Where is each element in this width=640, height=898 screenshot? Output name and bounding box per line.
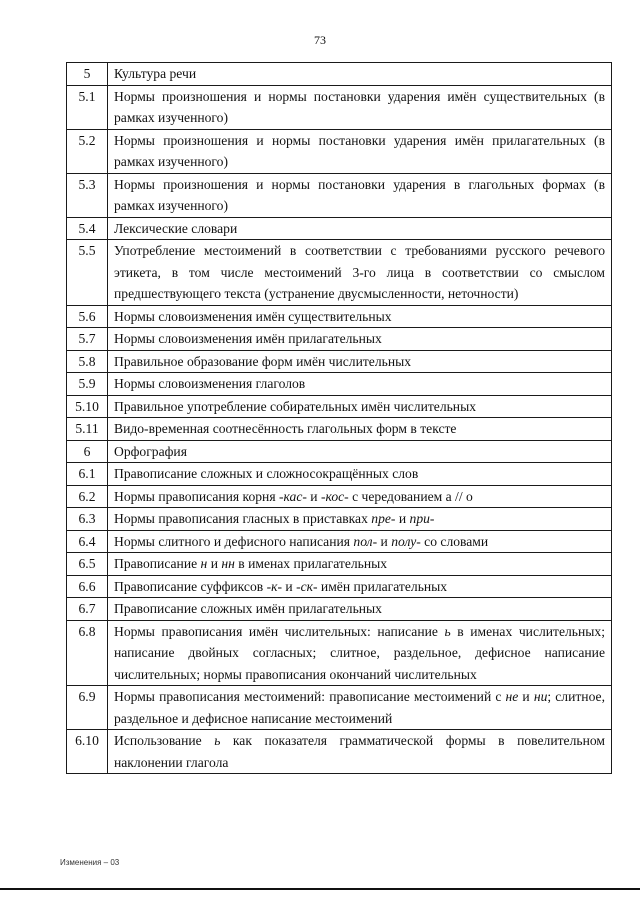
table-row bbox=[67, 440, 612, 463]
table-row bbox=[67, 240, 612, 306]
section-title: Правописание суффиксов -к- и -ск- имён прилагательных bbox=[108, 575, 612, 598]
section-title: Лексические словари bbox=[108, 217, 612, 240]
section-number: 5.7 bbox=[67, 328, 108, 351]
section-title: Нормы словоизменения имён существительных bbox=[108, 305, 612, 328]
section-title: Нормы произношения и нормы постановки ударения имён существительных (в рамках изученного) bbox=[108, 85, 612, 129]
section-title: Употребление местоимений в соответствии с требованиями русского речевого этикета, в том числе местоимений 3-го лица в соответствии со смыслом предшествующего текста (устранение двусмысленности, неточности) bbox=[108, 240, 612, 306]
table-row bbox=[67, 485, 612, 508]
section-number: 5.8 bbox=[67, 350, 108, 373]
table-row bbox=[67, 686, 612, 730]
section-number: 5.3 bbox=[67, 173, 108, 217]
table-row bbox=[67, 575, 612, 598]
section-title: Нормы словоизменения имён прилагательных bbox=[108, 328, 612, 351]
curriculum-table bbox=[66, 62, 612, 774]
section-title: Орфография bbox=[108, 440, 612, 463]
section-title: Правильное образование форм имён числительных bbox=[108, 350, 612, 373]
section-title: Правописание н и нн в именах прилагательных bbox=[108, 553, 612, 576]
section-title: Нормы правописания местоимений: правописание местоимений с не и ни; слитное, раздельное и дефисное написание местоимений bbox=[108, 686, 612, 730]
section-number: 5.1 bbox=[67, 85, 108, 129]
section-number: 6.7 bbox=[67, 598, 108, 621]
revision-footer: Изменения – 03 bbox=[60, 858, 120, 867]
table-row bbox=[67, 350, 612, 373]
table-row bbox=[67, 173, 612, 217]
section-number: 6.10 bbox=[67, 730, 108, 774]
section-title: Нормы правописания корня -кас- и -кос- с чередованием а // о bbox=[108, 485, 612, 508]
table-row bbox=[67, 395, 612, 418]
section-number: 6.6 bbox=[67, 575, 108, 598]
section-title: Правописание сложных имён прилагательных bbox=[108, 598, 612, 621]
section-number: 6.3 bbox=[67, 508, 108, 531]
section-number: 5.4 bbox=[67, 217, 108, 240]
section-title: Нормы правописания гласных в приставках пре- и при- bbox=[108, 508, 612, 531]
section-number: 6 bbox=[67, 440, 108, 463]
table-row bbox=[67, 305, 612, 328]
section-title: Видо-временная соотнесённость глагольных форм в тексте bbox=[108, 418, 612, 441]
section-number: 5.9 bbox=[67, 373, 108, 396]
table-row bbox=[67, 328, 612, 351]
section-number: 6.1 bbox=[67, 463, 108, 486]
table-row bbox=[67, 418, 612, 441]
table-row bbox=[67, 730, 612, 774]
page-number: 73 bbox=[314, 33, 326, 47]
table-row bbox=[67, 530, 612, 553]
table-row bbox=[67, 620, 612, 686]
section-title: Правильное употребление собирательных имён числительных bbox=[108, 395, 612, 418]
section-number: 5 bbox=[67, 63, 108, 86]
table-row bbox=[67, 217, 612, 240]
section-number: 6.4 bbox=[67, 530, 108, 553]
section-number: 6.8 bbox=[67, 620, 108, 686]
table-row bbox=[67, 463, 612, 486]
curriculum-table-body bbox=[67, 63, 612, 774]
table-row bbox=[67, 553, 612, 576]
table-row bbox=[67, 598, 612, 621]
section-number: 5.11 bbox=[67, 418, 108, 441]
table-row bbox=[67, 85, 612, 129]
section-number: 5.6 bbox=[67, 305, 108, 328]
section-title: Правописание сложных и сложносокращённых слов bbox=[108, 463, 612, 486]
section-number: 5.5 bbox=[67, 240, 108, 306]
bottom-rule bbox=[0, 888, 640, 890]
section-title: Использование ь как показателя грамматической формы в повелительном наклонении глагола bbox=[108, 730, 612, 774]
section-title: Нормы произношения и нормы постановки ударения в глагольных формах (в рамках изученного) bbox=[108, 173, 612, 217]
section-title: Нормы произношения и нормы постановки ударения имён прилагательных (в рамках изученного) bbox=[108, 129, 612, 173]
section-number: 6.5 bbox=[67, 553, 108, 576]
section-number: 6.9 bbox=[67, 686, 108, 730]
table-row bbox=[67, 373, 612, 396]
section-number: 5.2 bbox=[67, 129, 108, 173]
section-title: Нормы правописания имён числительных: написание ь в именах числительных; написание двойных согласных; слитное, раздельное, дефисное написание числительных; нормы правописания окончаний числительных bbox=[108, 620, 612, 686]
section-title: Нормы словоизменения глаголов bbox=[108, 373, 612, 396]
section-title: Культура речи bbox=[108, 63, 612, 86]
section-number: 5.10 bbox=[67, 395, 108, 418]
table-row bbox=[67, 129, 612, 173]
section-number: 6.2 bbox=[67, 485, 108, 508]
table-row bbox=[67, 63, 612, 86]
table-row bbox=[67, 508, 612, 531]
section-title: Нормы слитного и дефисного написания пол- и полу- со словами bbox=[108, 530, 612, 553]
